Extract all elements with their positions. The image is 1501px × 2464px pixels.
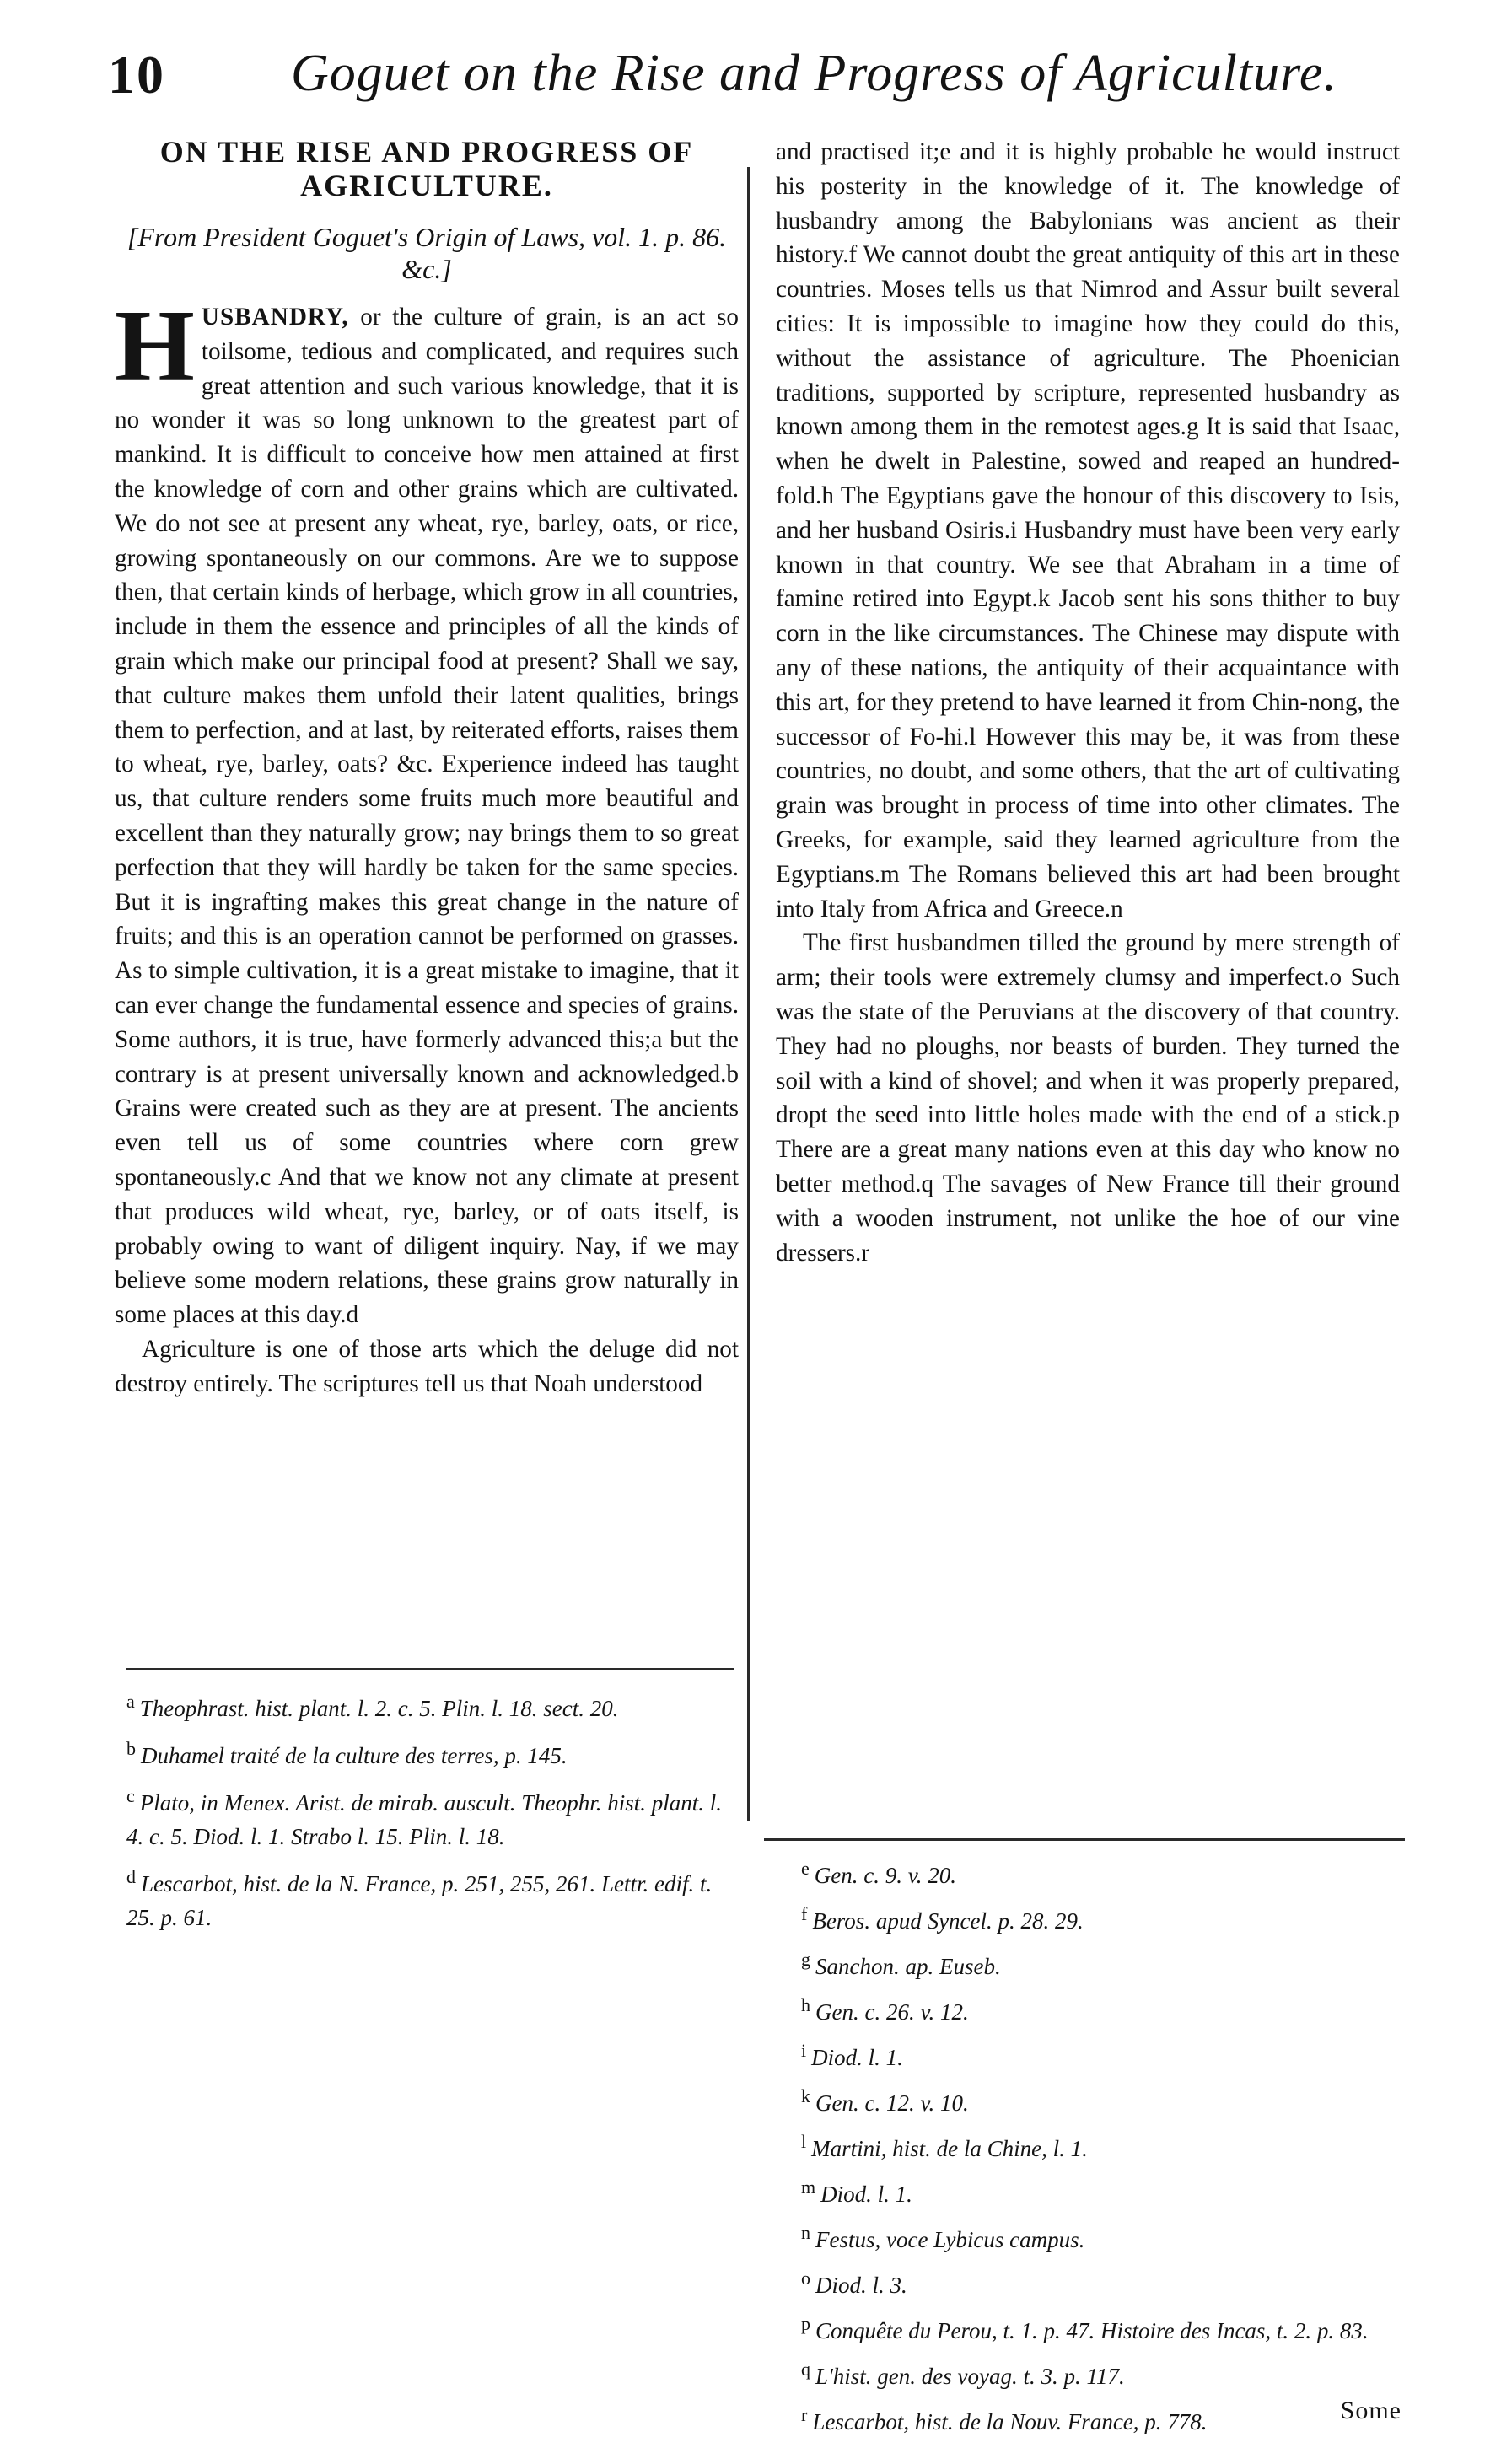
left-paragraph-2: Agriculture is one of those arts which the deluge did not destroy entirely. The scriptures tell us that Noah understood [115,1335,739,1397]
footnote-text: Lescarbot, hist. de la N. France, p. 251, 255, 261. Lettr. edif. t. 25. p. 61. [126,1871,713,1930]
footnote [801,2216,1408,2257]
footnote-text: Lescarbot, hist. de la Nouv. France, p. 778. [812,2409,1208,2434]
footnote [801,2353,1408,2393]
left-paragraph-1-text: or the culture of grain, is an act so toilsome, tedious and complicated, and requires such great attention and such various knowledge, that it is no wonder it was so long unknown to the greatest part of mankind. It is difficult to conceive how men attained at first the knowledge of corn and other grains which are cultivated. We do not see at present any wheat, rye, barley, oats, or rice, growing spontaneously on our commons. Are we to suppose then, that certain kinds of herbage, which grow in all countries, include in them the essence and principles of all the kinds of grain which make our principal food at present? Shall we say, that culture makes them unfold their latent qualities, brings them to perfection, and at last, by reiterated efforts, raises them to wheat, rye, barley, oats? &c. Experience indeed has taught us, that culture renders some fruits much more beautiful and excellent than they naturally grow; nay brings them to so great perfection that they will hardly be taken for the same species. But it is ingrafting makes this great change in the nature of fruits; and this is an operation cannot be performed on grasses. As to simple cultivation, it is a great mistake to imagine, that it can ever change the fundamental essence and species of grains. Some authors, it is true, have formerly advanced this;a but the contrary is at present universally known and acknowledged.b Grains were created such as they are at present. The ancients even tell us of some countries where corn grew spontaneously.c And that we know not any climate at present that produces wild wheat, rye, barley, or of oats itself, is probably owing to want of diligent inquiry. Nay, if we may believe some modern relations, these grains grow naturally in some places at this day.d [115,304,739,1329]
footnote-text: Conquête du Perou, t. 1. p. 47. Histoire des Incas, t. 2. p. 83. [815,2318,1369,2343]
footnote [801,1943,1408,1983]
footnote [801,2307,1408,2348]
left-body [115,289,739,1401]
footnote [801,2125,1408,2165]
footnote-mark: l [801,2131,807,2152]
footnote-text: Martini, hist. de la Chine, l. 1. [811,2136,1088,2161]
lead-word: USBANDRY, [201,304,349,331]
footnote-mark: g [801,1949,810,1970]
footnote [801,1852,1408,1892]
footnote-rule-right [764,1838,1405,1841]
footnotes-left [126,1685,734,1941]
footnote [801,2034,1408,2074]
footnote-mark: m [801,2176,816,2198]
footnote-text: Theophrast. hist. plant. l. 2. c. 5. Plin. l. 18. sect. 20. [139,1696,619,1721]
footnote-mark: n [801,2222,810,2243]
footnote-text: Festus, voce Lybicus campus. [815,2227,1085,2252]
right-body [776,135,1400,1270]
drop-cap: H [115,289,195,403]
right-paragraph-2: The first husbandmen tilled the ground by mere strength of arm; their tools were extremely clumsy and imperfect.o Such was the state of the Peruvians at the discovery of that country. They had no ploughs, nor beasts of burden. They turned the soil with a kind of shovel; and when it was properly prepared, dropt the seed into little holes made with the end of a stick.p There are a great many nations even at this day who know no better method.q The savages of New France till their ground with a wooden instrument, not unlike the hoe of our vine dressers.r [776,929,1400,1267]
footnote-mark: h [801,1994,810,2015]
column-rule [747,167,750,1821]
footnote-text: L'hist. gen. des voyag. t. 3. p. 117. [815,2364,1125,2389]
footnote-rule-left [126,1668,734,1670]
footnote-text: Sanchon. ap. Euseb. [815,1954,1001,1979]
footnote-text: Gen. c. 26. v. 12. [815,1999,969,2025]
footnote [801,2171,1408,2211]
footnote [801,1988,1408,2029]
footnote [126,1685,734,1725]
catchword: Some [1340,2397,1401,2424]
right-paragraph-1: and practised it;e and it is highly probable he would instruct his posterity in the knowledge of it. The knowledge of husbandry among the Babylonians was ancient as their history.f We cannot doubt the great antiquity of this art in these countries. Moses tells us that Nimrod and Assur built several cities: It is impossible to imagine how they could do this, without the assistance of agriculture. The Phoenician traditions, supported by scripture, represented husbandry as known among them in the remotest ages.g It is said that Isaac, when he dwelt in Palestine, sowed and reaped an hundred-fold.h The Egyptians gave the honour of this discovery to Isis, and her husband Osiris.i Husbandry must have been very early known in that country. We see that Abraham in a time of famine retired into Egypt.k Jacob sent his sons thither to buy corn in the like circumstances. The Chinese may dispute with any of these nations, the antiquity of their acquaintance with this art, for they pretend to have learned it from Chin-nong, the successor of Fo-hi.l However this may be, it was from these countries, no doubt, and some others, that the art of cultivating grain was brought in process of time into other climates. The Greeks, for example, said they learned agriculture from the Egyptians.m The Romans believed this art had been brought into Italy from Africa and Greece.n [776,138,1400,923]
footnote-mark: k [801,2085,810,2106]
footnote-text: Gen. c. 12. v. 10. [815,2090,969,2116]
footnote-text: Gen. c. 9. v. 20. [814,1863,956,1888]
footnote [126,1860,734,1934]
footnote-mark: e [801,1858,810,1879]
right-column [776,135,1400,1270]
footnote-mark: a [126,1691,135,1712]
source-citation: [From President Goguet's Origin of Laws, vol. 1. p. 86. &c.] [126,222,727,284]
footnote-text: Plato, in Menex. Arist. de mirab. auscult. Theophr. hist. plant. l. 4. c. 5. Diod. l. 1. Strabo l. 15. Plin. l. 18. [126,1790,722,1849]
left-column [115,135,739,1401]
footnote-text: Diod. l. 3. [815,2273,907,2298]
footnote-mark: p [801,2313,810,2334]
footnote-mark: d [126,1866,136,1887]
footnotes-right [801,1852,1408,2444]
left-paragraph-1 [115,289,739,1332]
footnote-mark: f [801,1903,808,1924]
footnote-text: Duhamel traité de la culture des terres, p. 145. [141,1743,568,1768]
footnote-mark: q [801,2359,810,2380]
footnote-mark: i [801,2040,807,2061]
footnote-text: Diod. l. 1. [820,2182,912,2207]
footnote [801,2262,1408,2302]
footnote-text: Diod. l. 1. [811,2045,903,2070]
footnote-text: Beros. apud Syncel. p. 28. 29. [812,1908,1084,1934]
footnote-mark: c [126,1785,135,1806]
running-head: Goguet on the Rise and Progress of Agriculture. [291,45,1337,102]
page-number: 10 [108,45,165,105]
article-title: ON THE RISE AND PROGRESS OF AGRICULTURE. [159,135,694,202]
footnote [801,1897,1408,1938]
footnote-mark: o [801,2268,810,2289]
footnote [801,2079,1408,2120]
footnote [126,1732,734,1773]
footnote [126,1779,734,1853]
footnote [801,2398,1408,2439]
footnote-mark: r [801,2404,808,2425]
footnote-mark: b [126,1738,136,1759]
